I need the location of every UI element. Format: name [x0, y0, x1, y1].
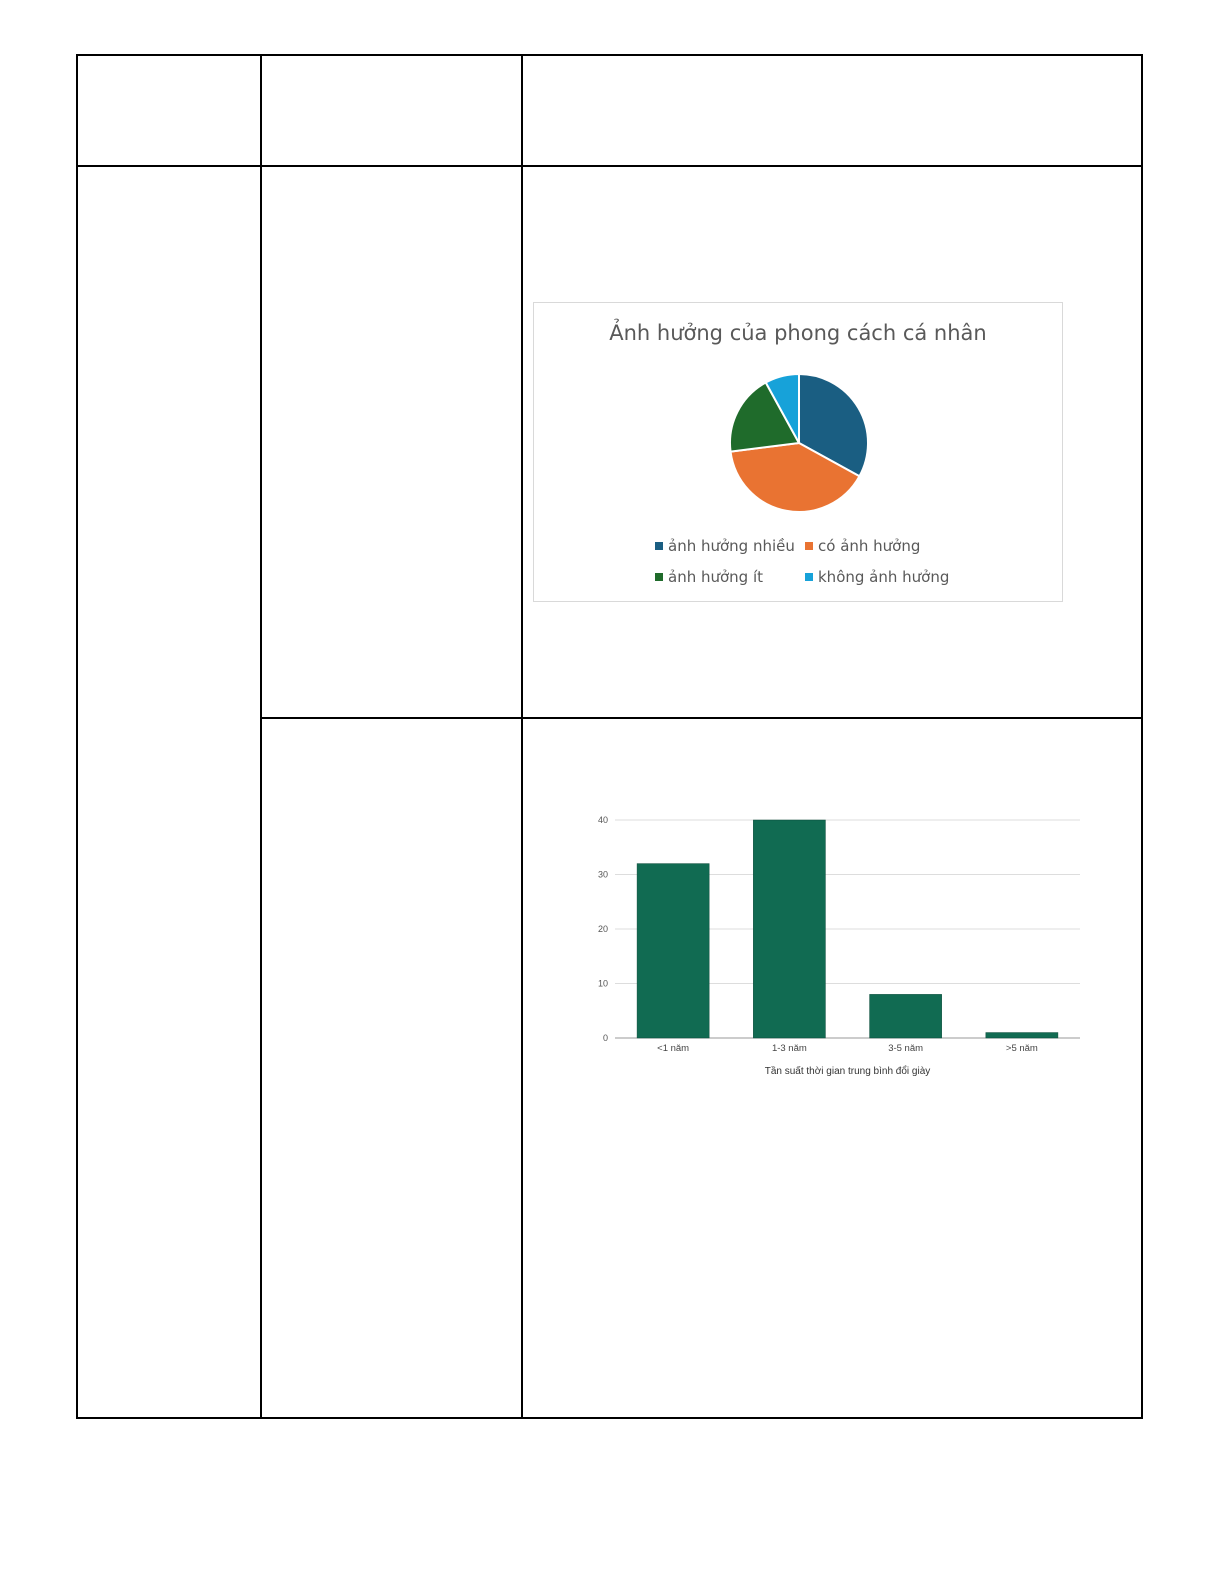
x-axis-title: Tần suất thời gian trung bình đổi giày — [764, 1066, 931, 1077]
bar-3 — [986, 1033, 1058, 1038]
x-tick-label: 3-5 năm — [888, 1043, 924, 1054]
legend-swatch — [655, 573, 663, 581]
x-tick-label: 1-3 năm — [771, 1043, 807, 1054]
y-tick-label: 0 — [602, 1033, 608, 1043]
y-tick-label: 40 — [597, 815, 608, 825]
x-tick-label: <1 năm — [657, 1043, 690, 1054]
pie-chart-title: Ảnh hưởng của phong cách cá nhân — [609, 321, 987, 345]
row-divider-2 — [261, 717, 1143, 719]
pie-chart-plot — [724, 368, 874, 518]
x-tick-label: >5 năm — [1005, 1043, 1038, 1054]
legend-item-anh-huong-it — [655, 568, 763, 586]
legend-swatch — [655, 542, 663, 550]
bar-1 — [753, 820, 825, 1038]
bar-0 — [637, 864, 709, 1038]
legend-label: có ảnh hưởng — [818, 537, 921, 555]
col-divider-1 — [260, 54, 262, 1419]
document-table — [76, 54, 1143, 1419]
bar-chart — [580, 800, 1090, 1085]
pie-chart — [533, 302, 1063, 602]
row-divider-1 — [76, 165, 1143, 167]
legend-label: ảnh hưởng nhiều — [668, 537, 795, 555]
y-tick-label: 10 — [597, 978, 608, 989]
legend-item-anh-huong-nhieu — [655, 537, 795, 555]
legend-label: không ảnh hưởng — [818, 568, 950, 586]
col-divider-2 — [521, 54, 523, 1419]
legend-item-khong-anh-huong — [805, 568, 949, 586]
legend-swatch — [805, 573, 813, 581]
legend-swatch — [805, 542, 813, 550]
y-tick-label: 30 — [597, 869, 608, 880]
legend-label: ảnh hưởng ít — [668, 568, 764, 586]
bar-2 — [870, 994, 942, 1038]
y-tick-label: 20 — [597, 924, 608, 934]
legend-item-co-anh-huong — [805, 537, 920, 555]
